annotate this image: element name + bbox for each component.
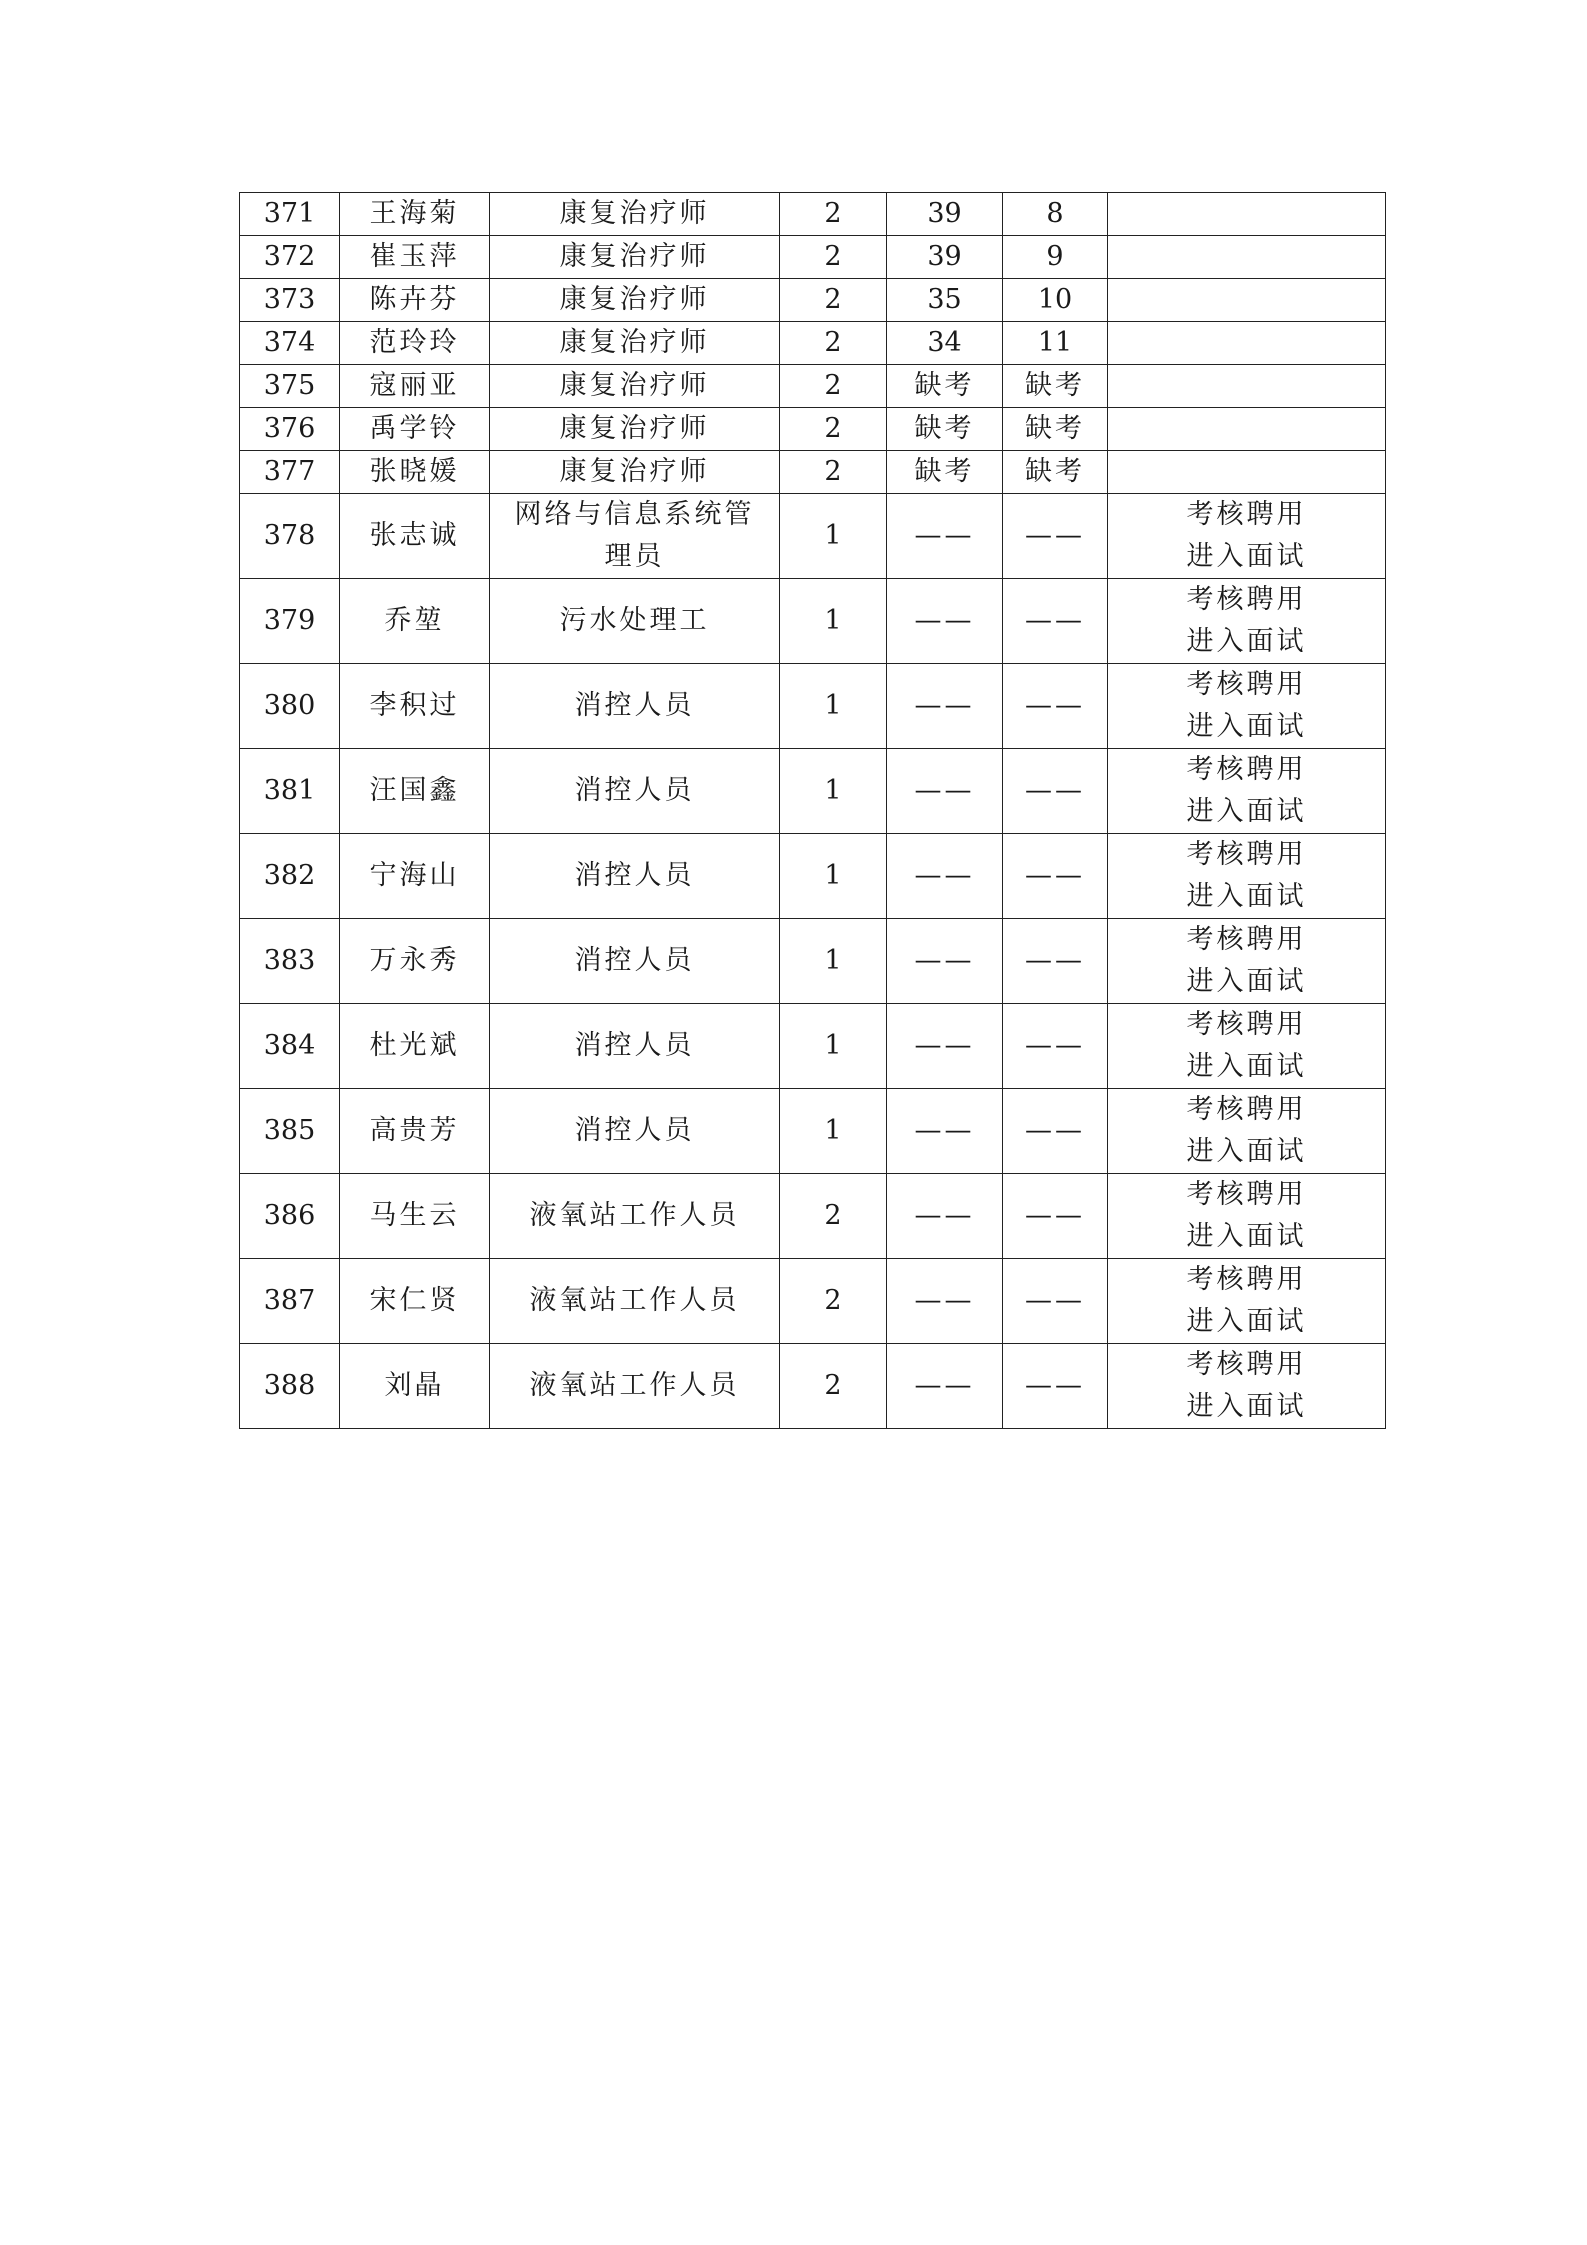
remark: 考核聘用进入面试 bbox=[1186, 839, 1307, 912]
exam-score: 35 bbox=[927, 284, 962, 315]
hiring-quota-cell bbox=[780, 1089, 887, 1174]
row-number: 372 bbox=[263, 241, 316, 272]
exam-score-cell bbox=[887, 579, 1003, 664]
hiring-quota-cell bbox=[780, 1259, 887, 1344]
position-name-cell bbox=[490, 236, 780, 279]
position-name: 液氧站工作人员 bbox=[529, 1285, 740, 1316]
hiring-quota: 2 bbox=[824, 284, 842, 315]
remark-cell bbox=[1108, 1259, 1386, 1344]
remark-cell bbox=[1108, 749, 1386, 834]
candidate-name: 王海菊 bbox=[369, 198, 460, 229]
candidate-name-cell bbox=[340, 193, 490, 236]
remark-cell bbox=[1108, 322, 1386, 365]
row-number-cell bbox=[240, 279, 340, 322]
remark-cell bbox=[1108, 236, 1386, 279]
remark: 考核聘用进入面试 bbox=[1186, 754, 1307, 827]
row-number-cell bbox=[240, 1174, 340, 1259]
row-number-cell bbox=[240, 919, 340, 1004]
table-row bbox=[240, 451, 1386, 494]
hiring-quota: 1 bbox=[824, 520, 842, 551]
exam-score-cell bbox=[887, 408, 1003, 451]
hiring-quota: 1 bbox=[824, 1030, 842, 1061]
exam-rank-cell bbox=[1003, 322, 1108, 365]
exam-rank: —— bbox=[1025, 775, 1085, 806]
candidate-name: 李积过 bbox=[369, 690, 460, 721]
exam-rank: —— bbox=[1025, 690, 1085, 721]
hiring-quota-cell bbox=[780, 236, 887, 279]
position-name: 消控人员 bbox=[574, 1115, 695, 1146]
position-name: 液氧站工作人员 bbox=[529, 1200, 740, 1231]
remark: 考核聘用进入面试 bbox=[1186, 499, 1307, 572]
remark-cell bbox=[1108, 408, 1386, 451]
position-name-cell bbox=[490, 579, 780, 664]
candidate-name-cell bbox=[340, 1004, 490, 1089]
table-row bbox=[240, 834, 1386, 919]
remark-cell bbox=[1108, 494, 1386, 579]
candidate-name-cell bbox=[340, 279, 490, 322]
candidate-name: 汪国鑫 bbox=[369, 775, 460, 806]
remark-cell bbox=[1108, 1089, 1386, 1174]
position-name: 网络与信息系统管理员 bbox=[514, 499, 755, 572]
table-row bbox=[240, 1004, 1386, 1089]
remark-cell bbox=[1108, 579, 1386, 664]
row-number: 379 bbox=[263, 605, 316, 636]
hiring-quota: 2 bbox=[824, 1200, 842, 1231]
exam-score-cell bbox=[887, 1004, 1003, 1089]
candidate-name-cell bbox=[340, 1344, 490, 1429]
exam-rank: —— bbox=[1025, 1115, 1085, 1146]
position-name-cell bbox=[490, 451, 780, 494]
position-name-cell bbox=[490, 664, 780, 749]
exam-rank-cell bbox=[1003, 451, 1108, 494]
exam-rank: 缺考 bbox=[1025, 370, 1085, 401]
candidate-name: 宋仁贤 bbox=[369, 1285, 460, 1316]
position-name-cell bbox=[490, 322, 780, 365]
row-number-cell bbox=[240, 664, 340, 749]
candidate-name: 陈卉芬 bbox=[369, 284, 460, 315]
hiring-quota-cell bbox=[780, 193, 887, 236]
exam-score: 缺考 bbox=[914, 370, 975, 401]
exam-rank-cell bbox=[1003, 1174, 1108, 1259]
exam-rank: 11 bbox=[1037, 327, 1073, 358]
exam-score-cell bbox=[887, 1344, 1003, 1429]
position-name-cell bbox=[490, 1089, 780, 1174]
row-number: 383 bbox=[263, 945, 316, 976]
position-name-cell bbox=[490, 193, 780, 236]
hiring-quota-cell bbox=[780, 834, 887, 919]
table-row bbox=[240, 1344, 1386, 1429]
exam-rank-cell bbox=[1003, 1344, 1108, 1429]
exam-score: —— bbox=[914, 945, 975, 976]
row-number-cell bbox=[240, 579, 340, 664]
table-row bbox=[240, 408, 1386, 451]
row-number: 385 bbox=[263, 1115, 316, 1146]
hiring-quota-cell bbox=[780, 664, 887, 749]
exam-rank-cell bbox=[1003, 236, 1108, 279]
position-name: 液氧站工作人员 bbox=[529, 1370, 740, 1401]
exam-rank-cell bbox=[1003, 579, 1108, 664]
hiring-quota-cell bbox=[780, 494, 887, 579]
candidate-name-cell bbox=[340, 749, 490, 834]
table-row bbox=[240, 322, 1386, 365]
exam-score: —— bbox=[914, 520, 975, 551]
exam-score: —— bbox=[914, 605, 975, 636]
candidate-name-cell bbox=[340, 365, 490, 408]
row-number-cell bbox=[240, 322, 340, 365]
exam-score-cell bbox=[887, 834, 1003, 919]
remark: 考核聘用进入面试 bbox=[1186, 669, 1307, 742]
remark: 考核聘用进入面试 bbox=[1186, 1094, 1307, 1167]
row-number: 387 bbox=[263, 1285, 316, 1316]
row-number: 371 bbox=[263, 198, 316, 229]
candidate-name-cell bbox=[340, 236, 490, 279]
position-name: 康复治疗师 bbox=[559, 241, 710, 272]
position-name: 消控人员 bbox=[574, 775, 695, 806]
row-number-cell bbox=[240, 451, 340, 494]
exam-score: —— bbox=[914, 1030, 975, 1061]
table-body bbox=[240, 193, 1386, 1429]
position-name-cell bbox=[490, 1174, 780, 1259]
row-number-cell bbox=[240, 1259, 340, 1344]
candidate-name-cell bbox=[340, 451, 490, 494]
remark: 考核聘用进入面试 bbox=[1186, 1179, 1307, 1252]
position-name-cell bbox=[490, 919, 780, 1004]
hiring-quota-cell bbox=[780, 365, 887, 408]
hiring-quota: 2 bbox=[824, 241, 842, 272]
position-name-cell bbox=[490, 1004, 780, 1089]
remark-cell bbox=[1108, 664, 1386, 749]
position-name-cell bbox=[490, 749, 780, 834]
exam-rank-cell bbox=[1003, 1259, 1108, 1344]
row-number: 382 bbox=[263, 860, 316, 891]
row-number: 378 bbox=[263, 520, 316, 551]
remark: 考核聘用进入面试 bbox=[1186, 924, 1307, 997]
candidate-name-cell bbox=[340, 664, 490, 749]
position-name: 污水处理工 bbox=[559, 605, 710, 636]
exam-score: —— bbox=[914, 690, 975, 721]
row-number-cell bbox=[240, 749, 340, 834]
candidate-name: 张晓媛 bbox=[369, 456, 460, 487]
exam-score-cell bbox=[887, 236, 1003, 279]
exam-rank-cell bbox=[1003, 365, 1108, 408]
hiring-quota-cell bbox=[780, 1174, 887, 1259]
position-name: 消控人员 bbox=[574, 860, 695, 891]
candidate-name-cell bbox=[340, 834, 490, 919]
position-name-cell bbox=[490, 834, 780, 919]
exam-rank: 9 bbox=[1046, 241, 1064, 272]
position-name: 康复治疗师 bbox=[559, 370, 710, 401]
candidate-name-cell bbox=[340, 408, 490, 451]
exam-rank-cell bbox=[1003, 193, 1108, 236]
position-name-cell bbox=[490, 279, 780, 322]
exam-rank: 缺考 bbox=[1025, 413, 1085, 444]
hiring-quota-cell bbox=[780, 408, 887, 451]
hiring-quota: 2 bbox=[824, 327, 842, 358]
exam-score-cell bbox=[887, 749, 1003, 834]
position-name: 康复治疗师 bbox=[559, 198, 710, 229]
results-table bbox=[239, 192, 1386, 1429]
row-number: 373 bbox=[263, 284, 316, 315]
exam-rank: —— bbox=[1025, 1200, 1085, 1231]
position-name-cell bbox=[490, 1259, 780, 1344]
remark-cell bbox=[1108, 279, 1386, 322]
candidate-name: 崔玉萍 bbox=[369, 241, 460, 272]
table-row bbox=[240, 494, 1386, 579]
position-name: 康复治疗师 bbox=[559, 327, 710, 358]
hiring-quota: 1 bbox=[824, 1115, 842, 1146]
hiring-quota: 2 bbox=[824, 1370, 842, 1401]
exam-rank-cell bbox=[1003, 919, 1108, 1004]
exam-score-cell bbox=[887, 451, 1003, 494]
exam-rank: —— bbox=[1025, 945, 1085, 976]
table-row bbox=[240, 749, 1386, 834]
table-row bbox=[240, 919, 1386, 1004]
row-number-cell bbox=[240, 1344, 340, 1429]
exam-score-cell bbox=[887, 919, 1003, 1004]
position-name-cell bbox=[490, 494, 780, 579]
position-name: 康复治疗师 bbox=[559, 413, 710, 444]
exam-score-cell bbox=[887, 322, 1003, 365]
exam-rank: —— bbox=[1025, 1030, 1085, 1061]
row-number: 384 bbox=[263, 1030, 316, 1061]
exam-rank-cell bbox=[1003, 1004, 1108, 1089]
exam-rank: —— bbox=[1025, 520, 1085, 551]
row-number-cell bbox=[240, 193, 340, 236]
candidate-name: 万永秀 bbox=[369, 945, 460, 976]
exam-rank: 缺考 bbox=[1025, 456, 1085, 487]
exam-score-cell bbox=[887, 1259, 1003, 1344]
hiring-quota-cell bbox=[780, 451, 887, 494]
remark-cell bbox=[1108, 834, 1386, 919]
row-number: 381 bbox=[263, 775, 316, 806]
table-row bbox=[240, 193, 1386, 236]
exam-rank-cell bbox=[1003, 749, 1108, 834]
exam-rank: —— bbox=[1025, 1285, 1085, 1316]
position-name: 消控人员 bbox=[574, 1030, 695, 1061]
exam-score: 39 bbox=[927, 198, 962, 229]
exam-score-cell bbox=[887, 664, 1003, 749]
hiring-quota: 1 bbox=[824, 605, 842, 636]
candidate-name: 禹学铃 bbox=[369, 413, 460, 444]
position-name: 消控人员 bbox=[574, 690, 695, 721]
remark-cell bbox=[1108, 193, 1386, 236]
candidate-name: 乔堃 bbox=[384, 605, 445, 636]
remark: 考核聘用进入面试 bbox=[1186, 584, 1307, 657]
exam-rank-cell bbox=[1003, 279, 1108, 322]
exam-score-cell bbox=[887, 279, 1003, 322]
candidate-name: 马生云 bbox=[369, 1200, 460, 1231]
exam-score: —— bbox=[914, 860, 975, 891]
table-row bbox=[240, 1089, 1386, 1174]
exam-rank-cell bbox=[1003, 408, 1108, 451]
hiring-quota: 2 bbox=[824, 370, 842, 401]
row-number-cell bbox=[240, 1004, 340, 1089]
candidate-name-cell bbox=[340, 322, 490, 365]
row-number: 388 bbox=[263, 1370, 316, 1401]
exam-rank-cell bbox=[1003, 1089, 1108, 1174]
position-name: 消控人员 bbox=[574, 945, 695, 976]
row-number-cell bbox=[240, 834, 340, 919]
remark-cell bbox=[1108, 919, 1386, 1004]
exam-score: —— bbox=[914, 775, 975, 806]
table-row bbox=[240, 664, 1386, 749]
hiring-quota-cell bbox=[780, 919, 887, 1004]
exam-score: 39 bbox=[927, 241, 962, 272]
remark: 考核聘用进入面试 bbox=[1186, 1349, 1307, 1422]
hiring-quota: 1 bbox=[824, 690, 842, 721]
candidate-name-cell bbox=[340, 1089, 490, 1174]
exam-score: 缺考 bbox=[914, 413, 975, 444]
candidate-name: 高贵芳 bbox=[369, 1115, 460, 1146]
remark-cell bbox=[1108, 365, 1386, 408]
remark-cell bbox=[1108, 1004, 1386, 1089]
candidate-name: 张志诚 bbox=[369, 520, 460, 551]
candidate-name: 杜光斌 bbox=[369, 1030, 460, 1061]
remark-cell bbox=[1108, 1174, 1386, 1259]
remark-cell bbox=[1108, 1344, 1386, 1429]
hiring-quota-cell bbox=[780, 1004, 887, 1089]
remark: 考核聘用进入面试 bbox=[1186, 1264, 1307, 1337]
exam-score-cell bbox=[887, 1089, 1003, 1174]
table-row bbox=[240, 579, 1386, 664]
hiring-quota: 1 bbox=[824, 775, 842, 806]
hiring-quota-cell bbox=[780, 579, 887, 664]
exam-score: —— bbox=[914, 1370, 975, 1401]
table-row bbox=[240, 236, 1386, 279]
row-number-cell bbox=[240, 408, 340, 451]
exam-score-cell bbox=[887, 365, 1003, 408]
candidate-name: 宁海山 bbox=[369, 860, 460, 891]
row-number: 375 bbox=[263, 370, 316, 401]
candidate-name: 范玲玲 bbox=[369, 327, 460, 358]
position-name: 康复治疗师 bbox=[559, 456, 710, 487]
table-row bbox=[240, 365, 1386, 408]
exam-rank: 8 bbox=[1046, 198, 1064, 229]
remark: 考核聘用进入面试 bbox=[1186, 1009, 1307, 1082]
hiring-quota-cell bbox=[780, 279, 887, 322]
position-name-cell bbox=[490, 408, 780, 451]
exam-score: 缺考 bbox=[914, 456, 975, 487]
candidate-name-cell bbox=[340, 579, 490, 664]
hiring-quota-cell bbox=[780, 1344, 887, 1429]
exam-score-cell bbox=[887, 193, 1003, 236]
row-number-cell bbox=[240, 494, 340, 579]
exam-score: 34 bbox=[927, 327, 962, 358]
row-number: 374 bbox=[263, 327, 316, 358]
table-row bbox=[240, 1259, 1386, 1344]
row-number: 376 bbox=[263, 413, 316, 444]
exam-rank: —— bbox=[1025, 605, 1085, 636]
hiring-quota: 1 bbox=[824, 860, 842, 891]
exam-rank-cell bbox=[1003, 494, 1108, 579]
exam-score: —— bbox=[914, 1115, 975, 1146]
table-row bbox=[240, 279, 1386, 322]
exam-rank-cell bbox=[1003, 664, 1108, 749]
candidate-name-cell bbox=[340, 1174, 490, 1259]
candidate-name-cell bbox=[340, 1259, 490, 1344]
position-name-cell bbox=[490, 365, 780, 408]
exam-rank: —— bbox=[1025, 860, 1085, 891]
exam-rank: —— bbox=[1025, 1370, 1085, 1401]
hiring-quota: 1 bbox=[824, 945, 842, 976]
hiring-quota-cell bbox=[780, 749, 887, 834]
row-number: 377 bbox=[263, 456, 316, 487]
row-number: 386 bbox=[263, 1200, 316, 1231]
exam-rank-cell bbox=[1003, 834, 1108, 919]
position-name-cell bbox=[490, 1344, 780, 1429]
hiring-quota: 2 bbox=[824, 413, 842, 444]
hiring-quota: 2 bbox=[824, 1285, 842, 1316]
row-number-cell bbox=[240, 1089, 340, 1174]
candidate-name: 刘晶 bbox=[384, 1370, 445, 1401]
hiring-quota: 2 bbox=[824, 198, 842, 229]
exam-rank: 10 bbox=[1037, 284, 1073, 315]
candidate-name-cell bbox=[340, 494, 490, 579]
exam-score: —— bbox=[914, 1285, 975, 1316]
table-row bbox=[240, 1174, 1386, 1259]
row-number-cell bbox=[240, 365, 340, 408]
position-name: 康复治疗师 bbox=[559, 284, 710, 315]
row-number-cell bbox=[240, 236, 340, 279]
exam-score-cell bbox=[887, 494, 1003, 579]
exam-score-cell bbox=[887, 1174, 1003, 1259]
candidate-name: 寇丽亚 bbox=[369, 370, 460, 401]
remark-cell bbox=[1108, 451, 1386, 494]
hiring-quota: 2 bbox=[824, 456, 842, 487]
exam-score: —— bbox=[914, 1200, 975, 1231]
hiring-quota-cell bbox=[780, 322, 887, 365]
row-number: 380 bbox=[263, 690, 316, 721]
candidate-name-cell bbox=[340, 919, 490, 1004]
